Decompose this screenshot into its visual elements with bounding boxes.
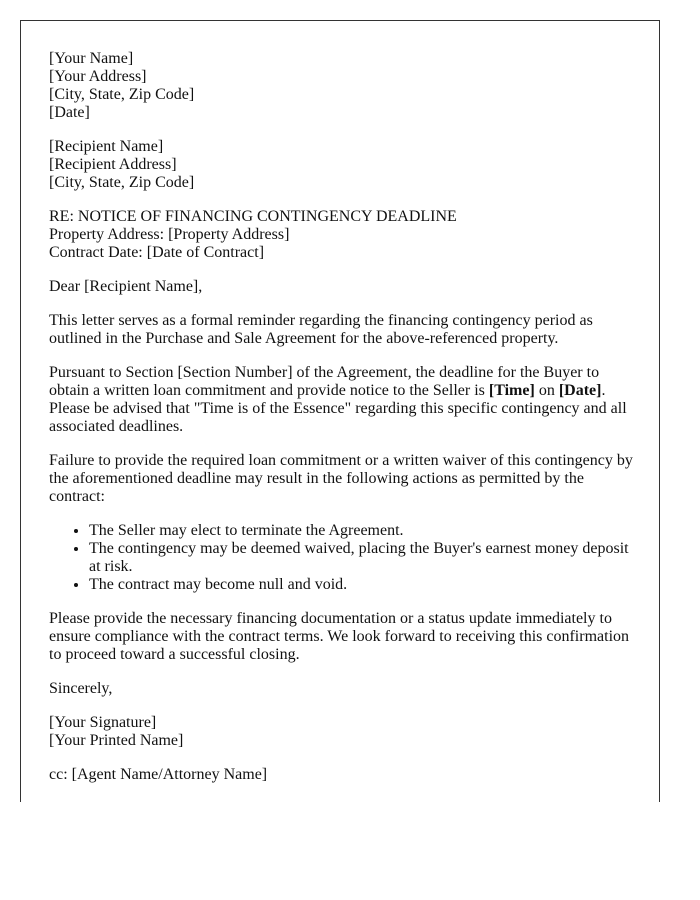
recipient-address: [Recipient Address]	[49, 156, 177, 173]
deadline-text-1: Pursuant to Section [Section Number] of the Agreement, the deadline for the Buyer to obtain a written loan commitment and provide notice to the Seller is	[49, 364, 600, 399]
deadline-text-3: . Please be advised that "Time is of the Essence" regarding this specific contingency and all associated deadlines.	[49, 382, 627, 435]
sender-name: [Your Name]	[49, 50, 134, 67]
consequences-list	[49, 522, 639, 594]
list-item: • The contingency may be deemed waived, placing the Buyer's earnest money deposit at risk.	[89, 540, 639, 576]
property-address-line: Property Address: [Property Address]	[49, 226, 290, 243]
paragraph-intro: This letter serves as a formal reminder regarding the financing contingency period as outlined in the Purchase and Sale Agreement for the above-referenced property.	[49, 312, 593, 347]
letter-content	[49, 50, 639, 800]
deadline-date: [Date]	[558, 382, 602, 399]
letter-page	[20, 20, 660, 802]
sender-block	[49, 50, 639, 122]
salutation: Dear [Recipient Name],	[49, 278, 203, 295]
recipient-name: [Recipient Name]	[49, 138, 164, 155]
deadline-time: [Time]	[488, 382, 535, 399]
cc-line: cc: [Agent Name/Attorney Name]	[49, 766, 268, 783]
recipient-city-state-zip: [City, State, Zip Code]	[49, 174, 195, 191]
reference-block	[49, 208, 639, 262]
list-item: • The contract may become null and void.	[89, 576, 639, 594]
valediction: Sincerely,	[49, 680, 113, 697]
list-item: • The Seller may elect to terminate the Agreement.	[89, 522, 639, 540]
paragraph-deadline	[49, 364, 639, 436]
sender-city-state-zip: [City, State, Zip Code]	[49, 86, 195, 103]
sender-address: [Your Address]	[49, 68, 147, 85]
deadline-text-2: on	[534, 382, 559, 399]
sender-date: [Date]	[49, 104, 90, 121]
recipient-block	[49, 138, 639, 192]
paragraph-request: Please provide the necessary financing documentation or a status update immediately to ensure compliance with the contract terms. We look forward to receiving this confirmation to proceed toward a successful closing.	[49, 610, 630, 663]
printed-name: [Your Printed Name]	[49, 732, 184, 749]
signature-block	[49, 714, 639, 750]
subject-line: RE: NOTICE OF FINANCING CONTINGENCY DEADLINE	[49, 208, 457, 225]
signature: [Your Signature]	[49, 714, 157, 731]
contract-date-line: Contract Date: [Date of Contract]	[49, 244, 265, 261]
paragraph-failure: Failure to provide the required loan commitment or a written waiver of this contingency by the aforementioned deadline may result in the following actions as permitted by the contract:	[49, 452, 633, 505]
